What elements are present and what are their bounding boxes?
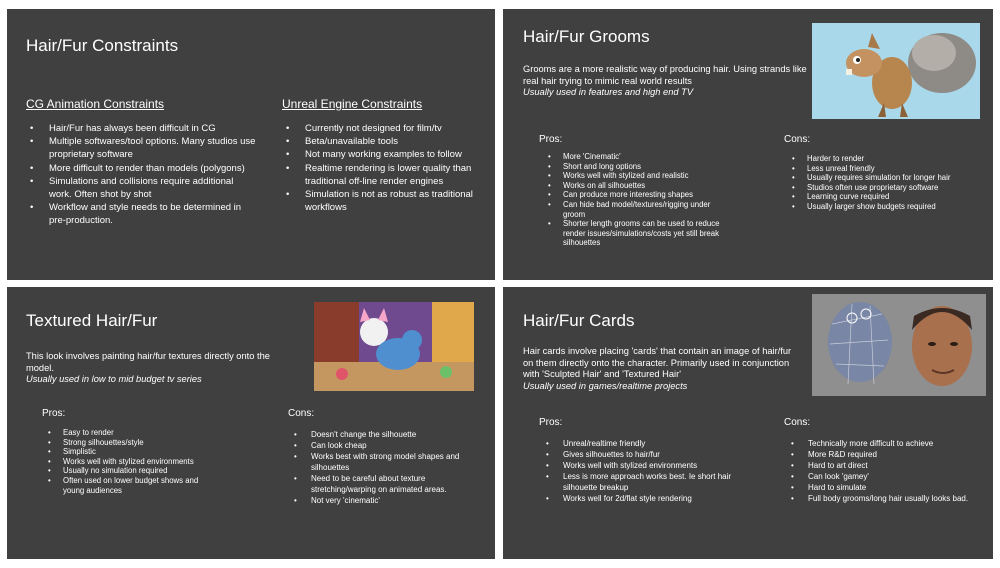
cons-label: Cons: [784, 417, 811, 428]
bullet-item: • Can produce more interesting shapes [545, 190, 720, 200]
bullet-item: • Currently not designed for film/tv [283, 122, 483, 135]
bullet-item: • Hard to simulate [788, 482, 973, 493]
bullet-item: • Technically more difficult to achieve [788, 438, 973, 449]
bullet-item: • Workflow and style needs to be determined in pre-production. [27, 201, 257, 227]
bullet-item: • Not very 'cinematic' [291, 495, 481, 506]
slide-hair-fur-constraints[interactable] [7, 9, 495, 280]
unreal-constraints-list [283, 122, 483, 214]
bullet-item: • Multiple softwares/tool options. Many studios use proprietary software [27, 135, 257, 161]
bullet-item: • Not many working examples to follow [283, 148, 483, 161]
bullet-item: • Usually no simulation required [45, 466, 200, 476]
bullet-item: • Hair/Fur has always been difficult in CG [27, 122, 257, 135]
cons-list [788, 438, 973, 504]
slide-hair-fur-cards[interactable] [503, 287, 993, 559]
bullet-item: • Strong silhouettes/style [45, 438, 200, 448]
slide-hair-fur-grooms[interactable] [503, 9, 993, 280]
slide-description [26, 351, 291, 386]
bullet-item: • Usually larger show budgets required [789, 202, 974, 212]
bullet-item: • Doesn't change the silhouette [291, 429, 481, 440]
slide-title: Hair/Fur Constraints [26, 36, 179, 55]
bullet-item: • Realtime rendering is lower quality than traditional off-line render engines [283, 162, 483, 188]
pros-label: Pros: [539, 134, 563, 145]
bullet-item: • Usually requires simulation for longer hair [789, 173, 974, 183]
bullet-item: • Gives silhouettes to hair/fur [543, 449, 743, 460]
bullet-item: • Easy to render [45, 428, 200, 438]
bullet-item: • Less unreal friendly [789, 164, 974, 174]
cons-list [291, 429, 481, 506]
pros-list [45, 428, 200, 495]
bullet-item: • Works on all silhouettes [545, 181, 720, 191]
pros-list [543, 438, 743, 504]
bullet-item: • Works best with strong model shapes and silhouettes [291, 451, 481, 473]
bullet-item: • Can look 'gamey' [788, 471, 973, 482]
bullet-item: • Can hide bad model/textures/rigging under groom [545, 200, 720, 219]
bullet-item: • Works well with stylized and realistic [545, 171, 720, 181]
bullet-item: • Beta/unavailable tools [283, 135, 483, 148]
bullet-item: • Learning curve required [789, 192, 974, 202]
pros-label: Pros: [539, 417, 563, 428]
bullet-item: • Works well with stylized environments [543, 460, 743, 471]
bullet-item: • Works well with stylized environments [45, 457, 200, 467]
slide-description [523, 346, 795, 392]
bullet-item: • Simulations and collisions require additional work. Often shot by shot [27, 175, 257, 201]
slide-title: Hair/Fur Grooms [523, 27, 650, 46]
hair-cards-head-image [812, 294, 986, 396]
cons-label: Cons: [288, 408, 315, 419]
bullet-item: • More R&D required [788, 449, 973, 460]
bullet-item: • Harder to render [789, 154, 974, 164]
slide-title: Hair/Fur Cards [523, 311, 635, 330]
cg-constraints-list [27, 122, 257, 228]
slide-description [523, 64, 808, 99]
description-usage: Usually used in features and high end TV [523, 87, 694, 97]
bullet-item: • Less is more approach works best. Ie short hair silhouette breakup [543, 471, 743, 493]
bullet-item: • Simplistic [45, 447, 200, 457]
bullet-item: • Full body grooms/long hair usually looks bad. [788, 493, 973, 504]
bullet-item: • Often used on lower budget shows and young audiences [45, 476, 200, 495]
squirrel-character-image [812, 23, 980, 119]
description-text: Grooms are a more realistic way of producing hair. Using strands like real hair trying to mimic real world results [523, 64, 807, 86]
bullet-item: • Works well for 2d/flat style rendering [543, 493, 743, 504]
bullet-item: • Simulation is not as robust as traditional workflows [283, 188, 483, 214]
description-text: This look involves painting hair/fur textures directly onto the model. [26, 351, 270, 373]
bullet-item: • Unreal/realtime friendly [543, 438, 743, 449]
pros-list [545, 152, 720, 248]
cartoon-characters-image [314, 302, 474, 391]
description-usage: Usually used in games/realtime projects [523, 380, 688, 391]
slide-textured-hair-fur[interactable] [7, 287, 495, 559]
cartoon-illustration [314, 302, 474, 391]
bullet-item: • Shorter length grooms can be used to reduce render issues/simulations/costs yet still break silhouettes [545, 219, 720, 248]
slide-title: Textured Hair/Fur [26, 311, 158, 330]
description-text: Hair cards involve placing 'cards' that contain an image of hair/fur on them directly onto the character. Primarily used in conjunction with 'Sculpted Hair' and 'Textured Hair' [523, 346, 792, 379]
description-usage: Usually used in low to mid budget tv series [26, 374, 202, 384]
cons-list [789, 154, 974, 212]
cons-label: Cons: [784, 134, 811, 145]
bullet-item: • Need to be careful about texture stretching/warping on animated areas. [291, 473, 481, 495]
bullet-item: • More difficult to render than models (polygons) [27, 162, 257, 175]
head-render-illustration [812, 294, 986, 396]
bullet-item: • Hard to art direct [788, 460, 973, 471]
bullet-item: • Studios often use proprietary software [789, 183, 974, 193]
squirrel-illustration [812, 23, 980, 119]
bullet-item: • Can look cheap [291, 440, 481, 451]
cg-constraints-heading: CG Animation Constraints [26, 97, 165, 111]
unreal-constraints-heading: Unreal Engine Constraints [282, 97, 423, 111]
bullet-item: • Short and long options [545, 162, 720, 172]
pros-label: Pros: [42, 408, 66, 419]
bullet-item: • More 'Cinematic' [545, 152, 720, 162]
